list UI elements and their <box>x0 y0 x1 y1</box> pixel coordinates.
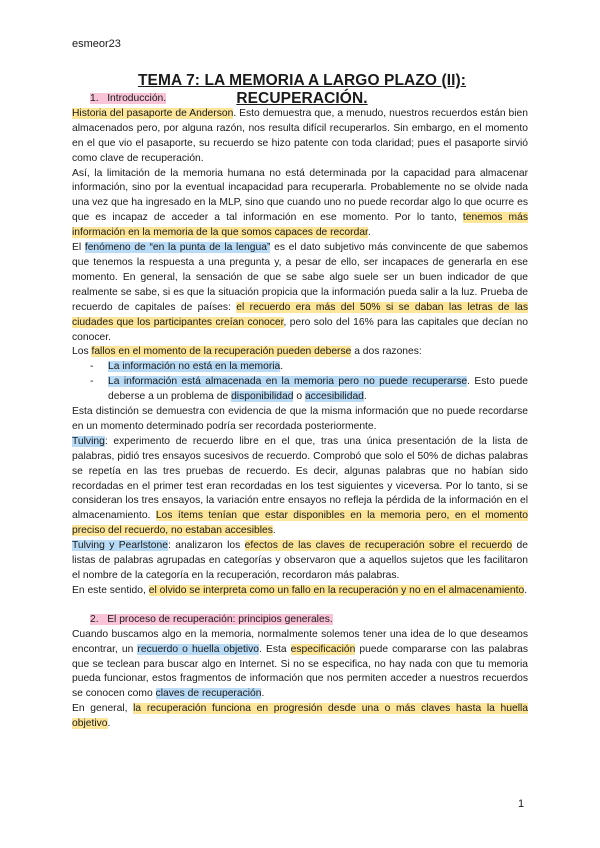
text-run: Cuando buscamos algo en la memoria, normalmente solemos tener una idea de lo que deseamos encontrar, un <box>72 628 528 655</box>
paragraph-3 <box>72 241 528 345</box>
paragraph-9 <box>72 628 528 703</box>
document-body <box>72 92 528 732</box>
highlighted-text: claves de recuperación <box>155 688 262 700</box>
text-run: de listas de palabras agrupadas en categorías y observaron que a aquellos sujetos que les facilitaron el nombre de la categoría en la recuperación, recordaron más palabras. <box>72 540 528 581</box>
text-run: . <box>524 584 528 596</box>
text-run: . <box>261 688 265 700</box>
text-run: puede compararse con las palabras que se teclean para buscar algo en Internet. Si no se especifica, no hay nada con que tu memoria pueda funcionar, estos fragmentos de información que nos permiten acceder a nuestros recuerdos se conocen como <box>72 643 529 700</box>
highlighted-text: fenómeno de “en la punta de la lengua” <box>84 242 271 254</box>
highlighted-text: La información está almacenada en la memoria pero no puede recuperarse <box>108 376 468 388</box>
paragraph-10 <box>72 702 528 732</box>
section-heading-1 <box>72 92 528 107</box>
highlighted-text: tenemos más información en la memoria de la que somos capaces de recordar <box>72 212 528 239</box>
highlighted-text: Tulving y Pearlstone <box>72 540 168 552</box>
highlighted-text: el olvido se interpreta como un fallo en la recuperación y no en el almacenamiento <box>148 584 525 596</box>
text-run: . <box>107 718 111 730</box>
section-2-number: 2. <box>90 613 99 625</box>
text-run: En este sentido, <box>72 584 149 596</box>
author-header: esmeor23 <box>72 38 121 50</box>
highlighted-text: Los ítems tenían que estar disponibles en la memoria pero, en el momento preciso del recuerdo, no estaban accesibles <box>72 510 529 537</box>
paragraph-2 <box>72 167 528 242</box>
section-1-number: 1. <box>90 93 99 104</box>
text-run: . <box>272 525 276 537</box>
text-run: o <box>293 391 305 403</box>
text-run: . Esta <box>259 643 291 655</box>
highlighted-text: Historia del pasaporte de Anderson <box>72 107 234 119</box>
list-item <box>108 375 528 405</box>
highlighted-text: la recuperación funciona en progresión desde una o más claves hasta la huella objetivo <box>72 703 528 730</box>
highlighted-text: accesibilidad <box>304 391 364 403</box>
text-run: Esta distinción se demuestra con evidencia de que la misma información que no puede recordarse en un momento determinado podría ser recordada posteriormente. <box>72 406 528 432</box>
section-1-title: Introducción. <box>107 93 167 104</box>
document-title: TEMA 7: LA MEMORIA A LARGO PLAZO (II): RECUPERACIÓN. <box>137 72 467 107</box>
paragraph-6 <box>72 435 528 539</box>
paragraph-7 <box>72 539 528 584</box>
highlighted-text: fallos en el momento de la recuperación pueden deberse <box>91 346 352 358</box>
text-run: , pero solo del 16% para las capitales que decían no conocer. <box>72 316 528 343</box>
reasons-list <box>72 360 528 405</box>
highlighted-text: el recuerdo era más del 50% si se daban las letras de las ciudades que los participantes creían conocer <box>72 301 528 328</box>
list-item <box>108 360 528 375</box>
section-2-title: El proceso de recuperación: principios generales. <box>107 613 333 625</box>
text-run: . Esto puede deberse a un problema de <box>108 376 528 403</box>
section-heading-2 <box>72 613 528 628</box>
paragraph-1 <box>72 107 528 167</box>
section-heading-2-highlight <box>90 614 333 625</box>
text-run: Los <box>72 346 92 358</box>
text-run: : experimento de recuerdo libre en el que, tras una única presentación de la lista de palabras, pidió tres ensayos sucesivos de recuerdo. Comprobó que solo el 50% de dichas palabras se repetía en las tres pruebas de recuerdo. Es decir, algunas palabras que no habían sido recordadas en el primer test eran recordadas en los test siguientes y viceversa. Por lo tanto, si se consideran los tres ensayos, la variación entre ensayos no refleja la pérdida de la información en el almacenamiento. <box>72 435 528 522</box>
text-run: El <box>72 242 85 254</box>
section-spacer <box>72 599 528 613</box>
highlighted-text: efectos de las claves de recuperación sobre el recuerdo <box>244 540 513 552</box>
text-run: . <box>367 227 371 239</box>
text-run: a dos razones: <box>351 346 422 358</box>
highlighted-text: especificación <box>290 643 356 655</box>
text-run: . <box>363 391 367 403</box>
text-run: : analizaron los <box>167 540 245 552</box>
text-run: es el dato subjetivo más convincente de que sabemos que tenemos la respuesta a una pregunta y, a pesar de ello, ser incapaces de generarla en ese momento. En general, la sensación de que se sabe algo suele ser un buen indicador de que realmente se sabe, si es que la situación propicia que la información pueda salir a la luz. Prueba de recuerdo de capitales de países: <box>72 242 528 313</box>
paragraph-8 <box>72 584 528 599</box>
text-run: Así, la limitación de la memoria humana no está determinada por la capacidad para almacenar información, sino por la eventual incapacidad para recuperarla. Probablemente no se olvide nada una vez que ha ingresado en la MLP, sino que cuando uno no puede recordar algo lo que ocurre es que es incapaz de acceder a tal información en ese momento. Por lo tanto, <box>72 167 528 224</box>
highlighted-text: La información no está en la memoria <box>108 361 281 373</box>
text-run: . <box>280 361 284 373</box>
highlighted-text: disponibilidad <box>231 391 294 403</box>
text-run: . Esto demuestra que, a menudo, nuestros recuerdos están bien almacenados pero, por alguna razón, nos resulta difícil recuperarlos. Sin embargo, en el momento en el que vio el pasaporte, su recuerdo se hizo patente con toda claridad; pues el pasaporte sirvió como clave de recuperación. <box>72 107 528 164</box>
section-heading-1-highlight <box>90 93 166 104</box>
text-run: En general, <box>72 703 134 715</box>
highlighted-text: Tulving <box>72 435 105 447</box>
paragraph-5 <box>72 405 528 435</box>
page-number: 1 <box>518 798 525 810</box>
paragraph-4 <box>72 345 528 360</box>
highlighted-text: recuerdo o huella objetivo <box>137 643 260 655</box>
